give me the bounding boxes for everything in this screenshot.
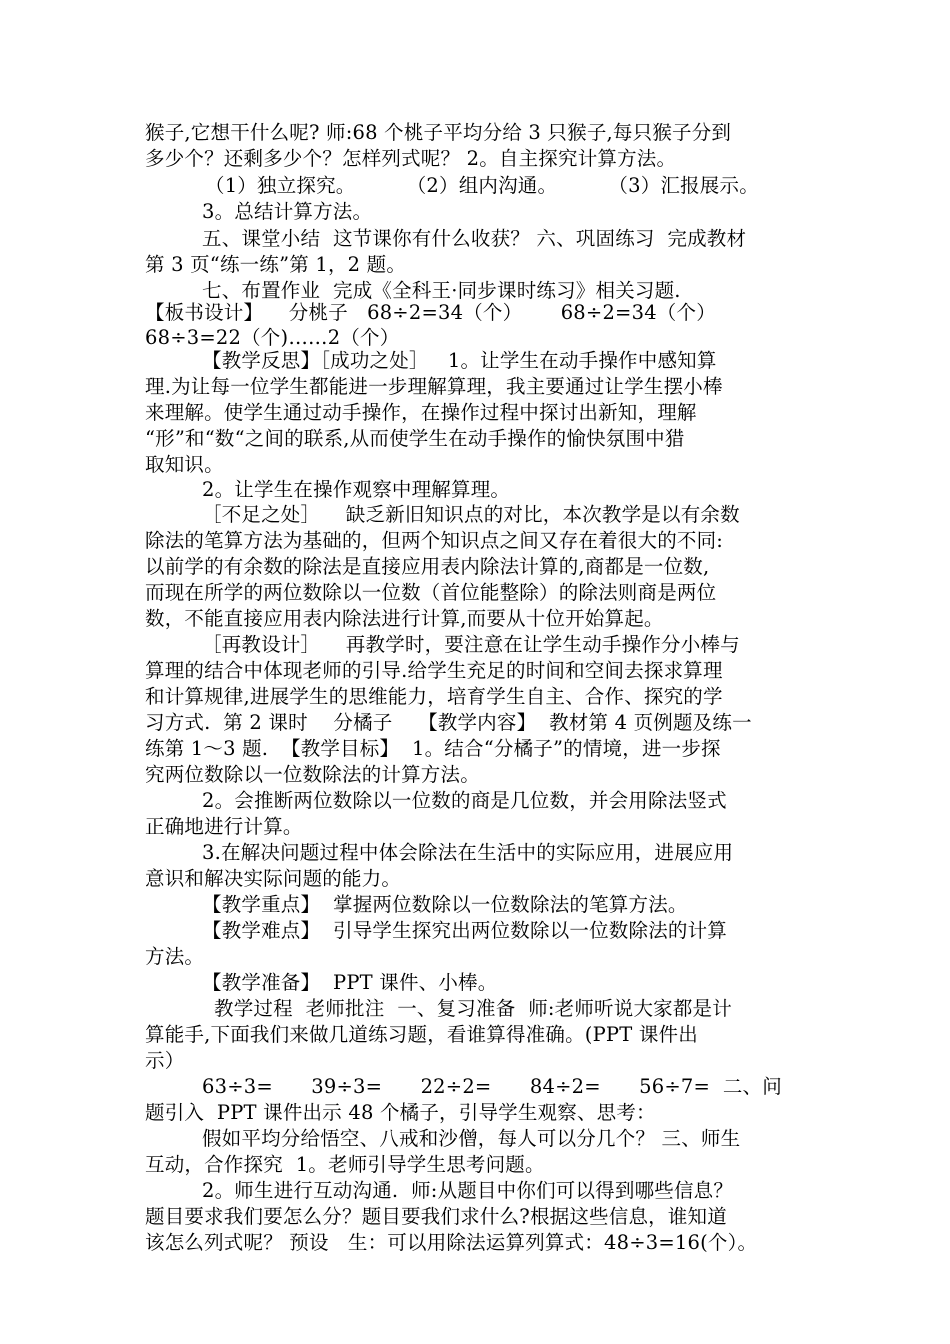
text-line: 意识和解决实际问题的能力。: [145, 867, 402, 890]
text-line: 除法的笔算方法为基础的，但两个知识点之间又存在着很大的不同:: [145, 529, 724, 552]
text-line: 来理解。使学生通过动手操作，在操作过程中探讨出新知，理解: [145, 401, 697, 424]
text-line: 【教学反思】［成功之处］ 1。让学生在动手操作中感知算: [202, 349, 717, 372]
text-line: 究两位数除以一位数除法的计算方法。: [145, 763, 480, 786]
text-line: 取知识。: [145, 453, 224, 476]
text-line: 习方式. 第 2 课时 分橘子 【教学内容】 教材第 4 页例题及练一: [145, 711, 752, 734]
text-line: 数，不能直接应用表内除法进行计算,而要从十位开始算起。: [145, 607, 664, 630]
text-line: 3.在解决问题过程中体会除法在生活中的实际应用，进展应用: [202, 841, 734, 864]
text-line: 假如平均分给悟空、八戒和沙僧，每人可以分几个？ 三、师生: [202, 1127, 741, 1150]
text-line: 教学过程 老师批注 一、复习准备 师:老师听说大家都是计: [214, 997, 732, 1020]
text-line: 算能手,下面我们来做几道练习题，看谁算得准确。(PPT 课件出: [145, 1023, 698, 1046]
text-line: 和计算规律,进展学生的思维能力，培育学生自主、合作、探究的学: [145, 685, 723, 708]
text-line: 示）: [145, 1049, 185, 1072]
text-line: 【教学准备】 PPT 课件、小棒。: [202, 971, 498, 994]
text-line: 2。师生进行互动沟通. 师:从题目中你们可以得到哪些信息？: [202, 1179, 734, 1202]
text-line: 正确地进行计算。: [145, 815, 303, 838]
text-line: 【教学难点】 引导学生探究出两位数除以一位数除法的计算: [202, 919, 727, 942]
text-line: 互动，合作探究 1。老师引导学生思考问题。: [145, 1153, 545, 1176]
text-line: 理.为让每一位学生都能进一步理解算理，我主要通过让学生摆小棒: [145, 375, 723, 398]
text-line: 2。让学生在操作观察中理解算理。: [202, 478, 511, 501]
text-line: “形”和“数“之间的联系,从而使学生在动手操作的愉快氛围中猎: [145, 427, 685, 450]
text-line: 练第 1～3 题. 【教学目标】 1。结合“分橘子”的情境，进一步探: [145, 737, 721, 760]
text-line: 算理的结合中体现老师的引导.给学生充足的时间和空间去探求算理: [145, 659, 723, 682]
text-line: 方法。: [145, 945, 205, 968]
text-line: 题引入 PPT 课件出示 48 个橘子，引导学生观察、思考：: [145, 1101, 656, 1124]
text-line: 2。会推断两位数除以一位数的商是几位数，并会用除法竖式: [202, 789, 727, 812]
text-line: 该怎么列式呢？ 预设 生：可以用除法运算列算式：48÷3=16(个）。: [145, 1231, 758, 1254]
text-line: ［不足之处］ 缺乏新旧知识点的对比，本次教学是以有余数: [202, 503, 740, 526]
text-line: 猴子,它想干什么呢? 师:68 个桃子平均分给 3 只猴子,每只猴子分到: [145, 121, 732, 144]
text-line: ［再教设计］ 再教学时，要注意在让学生动手操作分小棒与: [202, 633, 740, 656]
text-line: 【板书设计】 分桃子 68÷2=34（个） 68÷2=34（个）: [145, 301, 716, 324]
text-line: 以前学的有余数的除法是直接应用表内除法计算的,商都是一位数,: [145, 555, 710, 578]
text-line: 3。总结计算方法。: [202, 200, 373, 223]
text-line: 七、布置作业 完成《全科王·同步课时练习》相关习题.: [202, 279, 681, 302]
text-line: （1）独立探究。 （2）组内沟通。 （3）汇报展示。: [205, 174, 759, 197]
text-line: 63÷3= 39÷3= 22÷2= 84÷2= 56÷7= 二、问: [202, 1075, 782, 1098]
text-line: 多少个？还剩多少个？怎样列式呢？ 2。自主探究计算方法。: [145, 147, 677, 170]
text-line: 【教学重点】 掌握两位数除以一位数除法的笔算方法。: [202, 893, 688, 916]
text-line: 而现在所学的两位数除以一位数（首位能整除）的除法则商是两位: [145, 581, 717, 604]
text-line: 第 3 页“练一练”第 1，2 题。: [145, 253, 407, 276]
text-line: 题目要求我们要怎么分？题目要我们求什么?根据这些信息，谁知道: [145, 1205, 727, 1228]
text-line: 68÷3=22（个)……2（个）: [145, 326, 400, 349]
text-line: 五、课堂小结 这节课你有什么收获？ 六、巩固练习 完成教材: [202, 227, 747, 250]
